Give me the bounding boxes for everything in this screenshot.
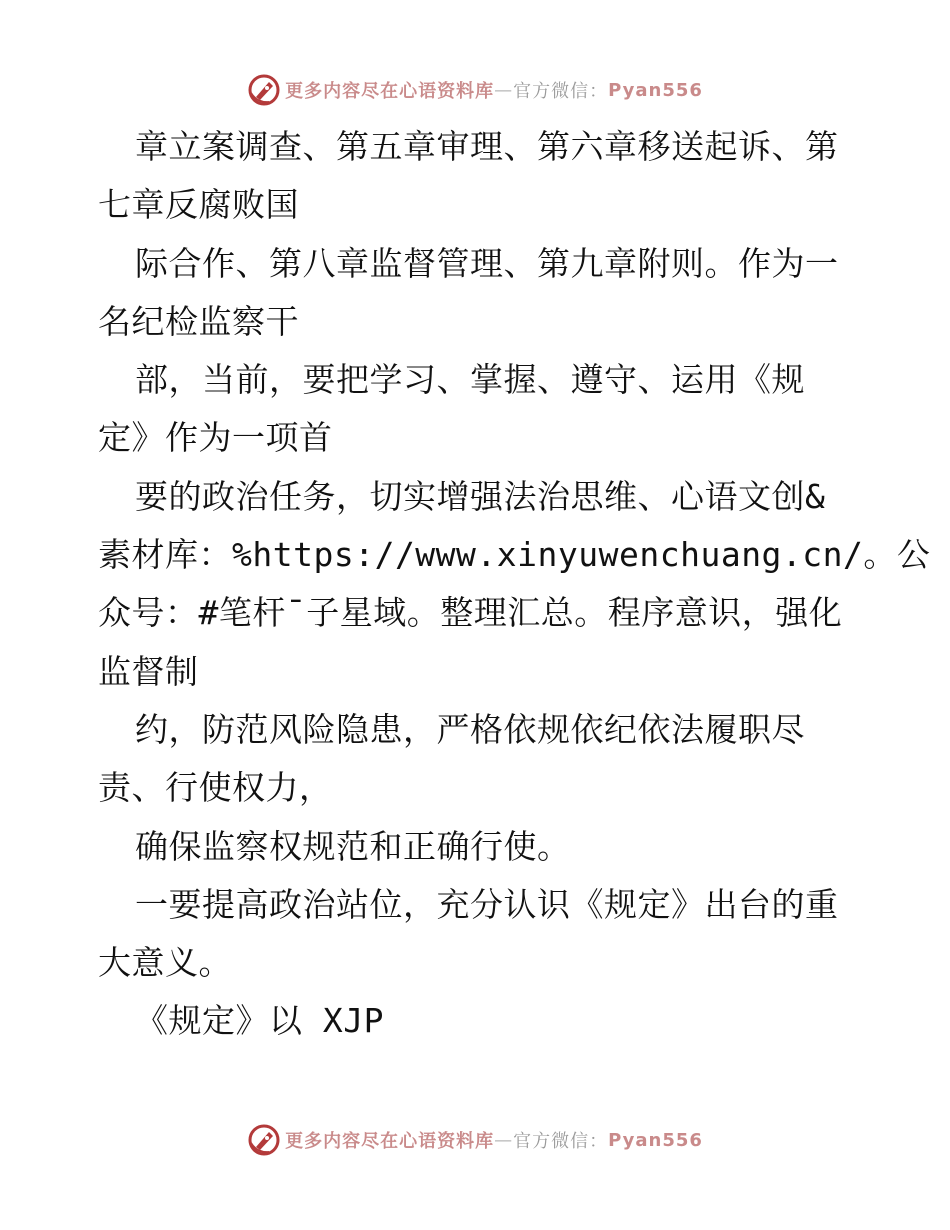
- pen-nib-logo-icon: [247, 1123, 281, 1157]
- text-line: 名纪检监察干: [98, 301, 299, 341]
- text-line: 责、行使权力，: [98, 768, 333, 808]
- banner-main-text: 更多内容尽在心语资料库: [285, 81, 495, 102]
- banner-separator: —: [494, 79, 514, 101]
- text-line: 《规定》以 XJP: [135, 1001, 384, 1041]
- document-body: [98, 118, 931, 1051]
- banner-wechat-id: Pyan556: [608, 79, 703, 101]
- text-line: 确保监察权规范和正确行使。: [135, 826, 571, 866]
- footer-banner: [0, 1120, 950, 1160]
- banner-main-text: 更多内容尽在心语资料库: [285, 1131, 495, 1152]
- text-line: 一要提高政治站位，充分认识《规定》出台的重: [135, 884, 839, 924]
- banner-label: 官方微信：: [513, 1131, 609, 1152]
- text-line: 七章反腐败国: [98, 185, 299, 225]
- text-line: 际合作、第八章监督管理、第九章附则。作为一: [135, 243, 839, 283]
- text-line: 部，当前，要把学习、掌握、遵守、运用《规: [135, 360, 805, 400]
- text-line: 约，防范风险隐患，严格依规依纪依法履职尽: [135, 709, 805, 749]
- text-line: 要的政治任务，切实增强法治思维、心语文创&: [135, 476, 826, 516]
- text-line: 章立案调查、第五章审理、第六章移送起诉、第: [135, 127, 839, 166]
- banner-label: 官方微信：: [513, 81, 609, 102]
- text-line: 众号：#笔杆¯子星域。整理汇总。程序意识，强化: [98, 593, 843, 633]
- text-line: 大意义。: [98, 943, 232, 983]
- text-line: 监督制: [98, 651, 199, 691]
- text-line: 素材库：%https://www.xinyuwenchuang.cn/。公: [98, 535, 931, 575]
- banner-separator: —: [494, 1129, 514, 1151]
- pen-nib-logo-icon: [247, 73, 281, 107]
- banner-wechat-id: Pyan556: [608, 1129, 703, 1151]
- header-banner: [0, 70, 950, 110]
- text-line: 定》作为一项首: [98, 418, 333, 458]
